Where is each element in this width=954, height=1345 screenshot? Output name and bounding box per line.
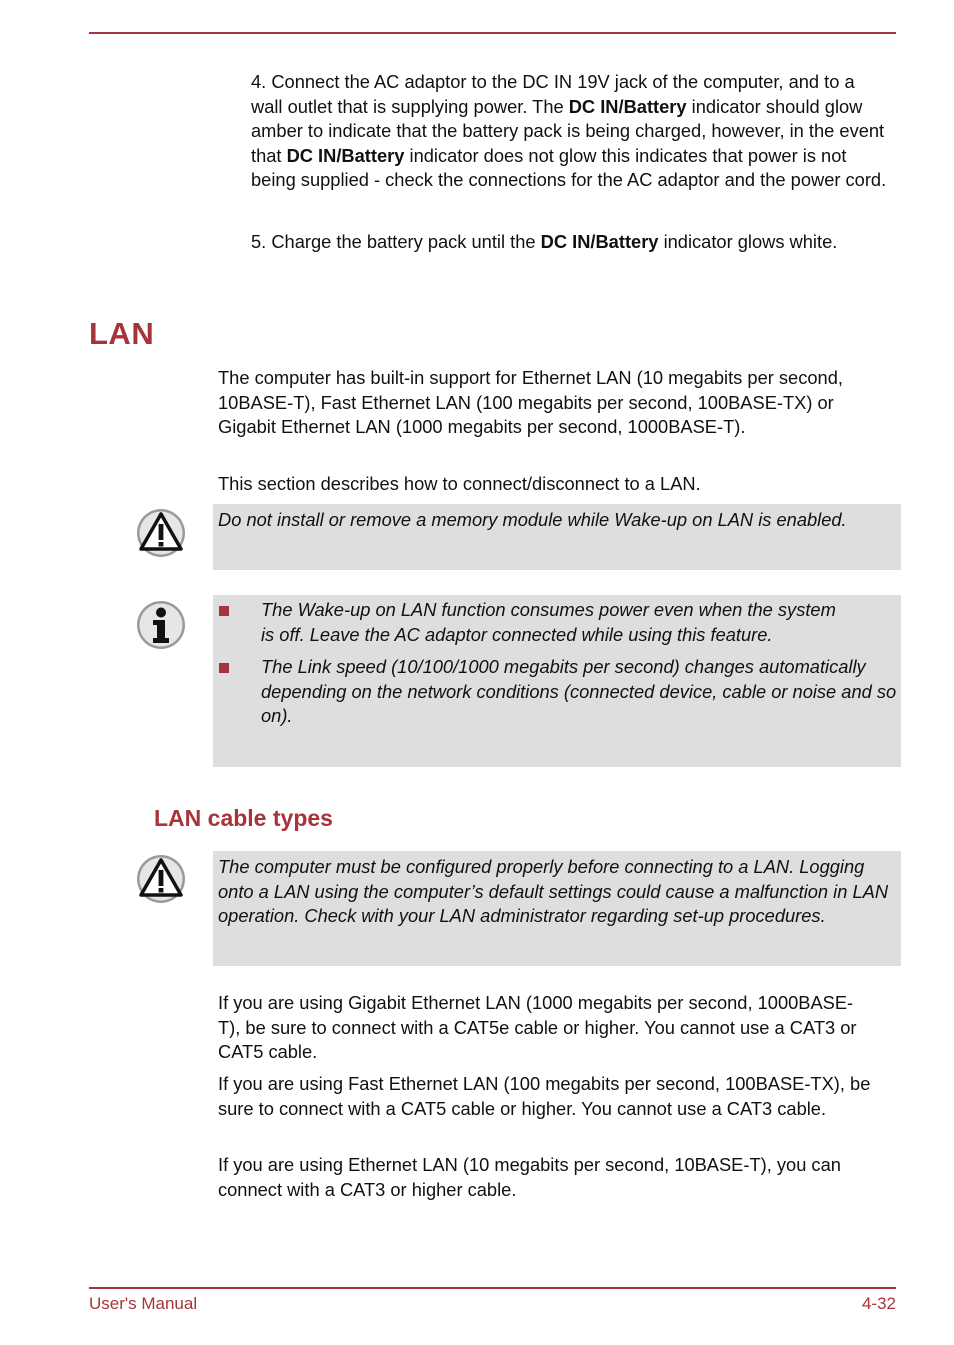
- step-4-post: indicator does not glow this indicates that power is not being supplied - check the connections for the AC adaptor and the power cord.: [251, 144, 887, 190]
- footer-page-number: 4-32: [861, 1294, 896, 1313]
- info-icon: [135, 599, 187, 651]
- header-rule: [89, 32, 896, 34]
- info-box: [213, 595, 901, 767]
- info-bullet-1-text: The Wake-up on LAN function consumes power even when the system is off. Leave the AC adaptor connected while using this feature.: [261, 599, 836, 645]
- section-title: LAN: [89, 316, 155, 351]
- cable-paragraph-1: If you are using Gigabit Ethernet LAN (1000 megabits per second, 1000BASE-T), be sure to connect with a CAT5e cable or higher. You cannot use a CAT3 or CAT5 cable.: [218, 992, 857, 1062]
- step-5-bold: DC IN/Battery: [540, 231, 659, 252]
- step-4-bold-1: DC IN/Battery: [568, 95, 687, 117]
- caution-text-2: The computer must be configured properly before connecting to a LAN. Logging onto a LAN using the computer’s default settings could cause a malfunction in LAN operation. Check with your LAN administrator regarding set-up procedures.: [218, 856, 889, 926]
- step-4-text: [251, 70, 891, 193]
- caution-text-1: Do not install or remove a memory module while Wake-up on LAN is enabled.: [218, 509, 847, 530]
- step-5-post: indicator glows white.: [658, 231, 838, 252]
- caution-icon: [135, 507, 187, 559]
- step-5-text: [251, 230, 871, 255]
- info-list: [213, 595, 901, 729]
- step-5-pre: 5. Charge the battery pack until the: [251, 231, 541, 252]
- step-4-pre: 4. Connect the AC adaptor to the DC IN 19V jack of the computer, and to a wall outlet that is supplying power. The: [251, 71, 855, 117]
- caution-box-2: [213, 851, 901, 966]
- footer-rule: [89, 1287, 896, 1289]
- section-intro-2: This section describes how to connect/disconnect to a LAN.: [218, 473, 701, 494]
- bullet-square-icon: [219, 606, 229, 616]
- caution-icon: [135, 853, 187, 905]
- step-4-mid: indicator should glow amber to indicate that the battery pack is being charged, however, in the event that: [251, 95, 885, 166]
- info-list-item: [213, 655, 901, 729]
- cable-paragraph-3: If you are using Ethernet LAN (10 megabits per second, 10BASE-T), you can connect with a CAT3 or higher cable.: [218, 1154, 841, 1200]
- footer-left: User's Manual: [89, 1294, 198, 1313]
- info-list-item: [213, 598, 851, 647]
- cable-paragraph-2: If you are using Fast Ethernet LAN (100 megabits per second, 100BASE-TX), be sure to connect with a CAT5 cable or higher. You cannot use a CAT3 cable.: [218, 1073, 871, 1119]
- step-4-bold-2: DC IN/Battery: [286, 144, 405, 166]
- subsection-title: LAN cable types: [154, 805, 333, 831]
- info-bullet-2-text: The Link speed (10/100/1000 megabits per second) changes automatically depending on the network conditions (connected device, cable or noise and so on).: [261, 656, 897, 726]
- section-intro-1: The computer has built-in support for Ethernet LAN (10 megabits per second, 10BASE-T), Fast Ethernet LAN (100 megabits per second, 100BASE-TX) or Gigabit Ethernet LAN (1000 megabits per second, 1000BASE-T).: [218, 367, 843, 437]
- caution-box-1: [213, 504, 901, 570]
- bullet-square-icon: [219, 663, 229, 673]
